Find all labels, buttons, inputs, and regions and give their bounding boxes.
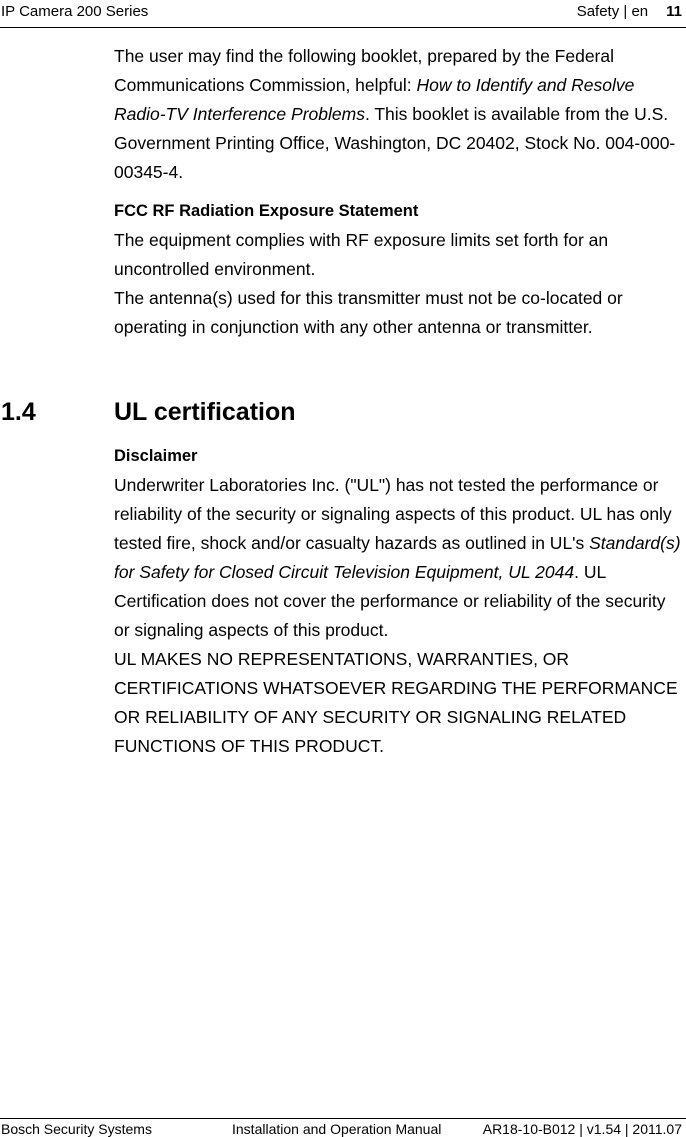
fcc-paragraph-1: The equipment complies with RF exposure limits set forth for an uncontrolled environment. [114,230,609,279]
ul-standard-title: Standard(s) for Safety for Closed Circuit Television Equipment, UL 2044 [114,533,681,582]
fcc-heading: FCC RF Radiation Exposure Statement [114,202,419,220]
section-content [114,442,684,761]
section-title: UL certification [114,398,296,426]
disclaimer-text-start: Underwriter Laboratories Inc. ("UL") has not tested the performance or reliability of the security or signaling aspects of this product. UL has only tested fire, shock and/or casualty hazards as outlined in UL's [114,475,672,553]
footer-doc-ref: AR18-10-B012 | v1.54 | 2011.07 [482,1121,682,1137]
disclaimer-paragraph [114,471,684,645]
page-number: 11 [666,3,682,20]
body-content [114,42,684,342]
booklet-paragraph [114,42,684,187]
fcc-paragraph-2: The antenna(s) used for this transmitter must not be co-located or operating in conjunction with any other antenna or transmitter. [114,288,623,337]
booklet-text-end: . This booklet is available from the U.S. Government Printing Office, Washington, DC 20402, Stock No. 004-000-00345-4. [114,104,676,182]
page-header [0,0,686,28]
footer-manual: Installation and Operation Manual [232,1121,442,1137]
booklet-title: How to Identify and Resolve Radio-TV Interference Problems [114,75,635,124]
disclaimer-heading: Disclaimer [114,447,198,465]
footer-company: Bosch Security Systems [1,1121,152,1137]
caps-paragraph: UL MAKES NO REPRESENTATIONS, WARRANTIES, OR CERTIFICATIONS WHATSOEVER REGARDING THE PERFORMANCE OR RELIABILITY OF ANY SECURITY OR SIGNALING RELATED FUNCTIONS OF THIS PRODUCT. [114,649,678,756]
header-section: Safety | en [576,3,649,20]
header-right [577,3,682,20]
booklet-text-start: The user may find the following booklet, prepared by the Federal Communications Commission, helpful: [114,46,615,95]
header-doc-title: IP Camera 200 Series [1,3,149,20]
page-footer [0,1118,686,1137]
section-number: 1.4 [1,398,36,426]
disclaimer-text-end: . UL Certification does not cover the performance or reliability of the security or signaling aspects of this product. [114,562,666,640]
section-heading [0,398,686,434]
